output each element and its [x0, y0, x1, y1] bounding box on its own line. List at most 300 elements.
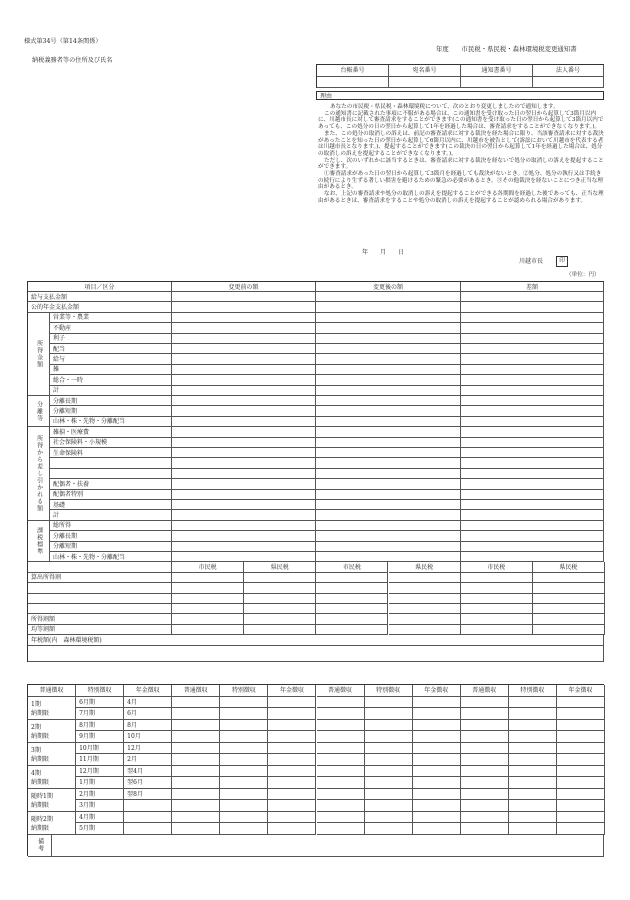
row-label: 給与支払金額: [28, 292, 172, 302]
deduction-item: 生命保険料: [50, 448, 172, 458]
schedule-amount: [413, 777, 461, 789]
after-value: [316, 479, 461, 489]
before-value: [172, 552, 316, 562]
special-collection-month: 5月期: [76, 823, 124, 835]
income-group-label: [28, 313, 50, 396]
diff-value: [461, 531, 604, 541]
schedule-amount: [461, 789, 509, 801]
schedule-column-header: 普通徴収: [172, 685, 220, 697]
tax-value: [533, 625, 605, 635]
diff-value: [461, 375, 604, 385]
schedule-amount: [413, 766, 461, 778]
diff-value: [461, 365, 604, 375]
before-value: [172, 531, 316, 541]
income-item: 配当: [50, 344, 172, 354]
schedule-amount: [461, 720, 509, 732]
special-collection-month: 9月期: [76, 731, 124, 743]
before-value: [172, 500, 316, 510]
special-collection-month: 12月期: [76, 766, 124, 778]
corporate-number-header: 法人番号: [533, 65, 604, 77]
income-item: 計: [50, 386, 172, 396]
before-value: [172, 292, 316, 302]
schedule-amount: [461, 823, 509, 835]
schedule-column-header: 年金徴収: [413, 685, 461, 697]
schedule-amount: [317, 789, 365, 801]
payment-schedule-table: [27, 684, 604, 856]
after-value: [316, 386, 461, 396]
tax-value: [461, 573, 533, 583]
schedule-amount: [509, 823, 557, 835]
after-value: [316, 521, 461, 531]
pension-collection-month: [124, 823, 172, 835]
schedule-amount: [365, 720, 413, 732]
separate-group-label-text: 分離等: [35, 400, 43, 422]
tax-value: [461, 614, 533, 624]
diff-value: [461, 469, 604, 479]
tax-value: [172, 573, 244, 583]
schedule-amount: [557, 777, 605, 789]
diff-value: [461, 458, 604, 468]
before-value: [172, 354, 316, 364]
after-value: [316, 417, 461, 427]
diff-value: [461, 510, 604, 520]
schedule-amount: [365, 777, 413, 789]
before-value: [172, 302, 316, 312]
installment-period-label: 随時2期 納期限: [28, 812, 76, 835]
notice-paragraph: また、この処分の取消しの訴えは、前記の審査請求に対する裁決を経た場合に限り、当該審査請求に対する裁決があったことを知った日の翌日から起算して6箇月以内に、川越市を被告として(訴訟において川越市を代表する者は川越市長となります。)、提起することができます(この裁決の日の翌日から起算して1年を経過した場合は、処分の取消しの訴えを提起することができなくなります。)。: [318, 130, 604, 157]
schedule-column-header: 普通徴収: [28, 685, 76, 697]
diff-value: [461, 448, 604, 458]
diff-value: [461, 292, 604, 302]
date-line: 年 月 日: [362, 249, 405, 256]
schedule-amount: [317, 743, 365, 755]
schedule-amount: [413, 708, 461, 720]
after-value: [316, 323, 461, 333]
notice-number-value: [461, 77, 533, 88]
schedule-amount: [220, 754, 268, 766]
after-value: [316, 510, 461, 520]
schedule-amount: [413, 743, 461, 755]
tax-value: [389, 573, 461, 583]
tax-value: [389, 594, 461, 604]
tax-value: [172, 625, 244, 635]
schedule-amount: [268, 731, 316, 743]
schedule-amount: [461, 812, 509, 824]
schedule-amount: [557, 766, 605, 778]
schedule-amount: [317, 812, 365, 824]
schedule-amount: [365, 766, 413, 778]
standard-group-label: [28, 521, 50, 563]
schedule-amount: [172, 789, 220, 801]
pension-collection-month: 12月: [124, 743, 172, 755]
standard-group-label-text: 課税標準: [35, 527, 43, 556]
schedule-amount: [557, 754, 605, 766]
schedule-amount: [268, 812, 316, 824]
after-header: 変更後の額: [316, 282, 461, 292]
deduction-item: 社会保険料・小規模: [50, 438, 172, 448]
tax-column-header: 市民税: [316, 562, 388, 572]
schedule-amount: [509, 743, 557, 755]
standard-item: 総所得: [50, 521, 172, 531]
tax-row-label: [28, 604, 172, 614]
deduction-group-label-text: 所得から差し引かれる額: [35, 434, 43, 512]
tax-value: [244, 583, 316, 593]
after-value: [316, 427, 461, 437]
schedule-amount: [317, 777, 365, 789]
before-value: [172, 417, 316, 427]
schedule-column-header: 普通徴収: [461, 685, 509, 697]
addressee-label: 納税義務者等の住所及び氏名: [32, 57, 113, 64]
after-value: [316, 531, 461, 541]
schedule-amount: [509, 777, 557, 789]
diff-value: [461, 490, 604, 500]
after-value: [316, 552, 461, 562]
schedule-amount: [557, 812, 605, 824]
issuer-name: 川越市長: [519, 258, 544, 265]
tax-header-blank: [28, 562, 172, 572]
remarks-value: [52, 835, 604, 857]
document-title: 年度 市民税・県民税・森林環境税変更通知書: [436, 45, 577, 53]
schedule-column-header: 特別徴収: [365, 685, 413, 697]
amounts-table: [27, 281, 604, 662]
pension-collection-month: 6月: [124, 708, 172, 720]
special-collection-month: 6月期: [76, 697, 124, 709]
before-value: [172, 375, 316, 385]
tax-row-label: [28, 594, 172, 604]
diff-value: [461, 396, 604, 406]
income-item: 総合・一時: [50, 375, 172, 385]
diff-value: [461, 500, 604, 510]
tax-value: [316, 594, 388, 604]
tax-column-header: 市民税: [461, 562, 533, 572]
tax-column-header: 市民税: [172, 562, 244, 572]
schedule-amount: [509, 800, 557, 812]
schedule-amount: [461, 800, 509, 812]
pension-collection-month: 10月: [124, 731, 172, 743]
schedule-amount: [268, 743, 316, 755]
schedule-amount: [557, 731, 605, 743]
diff-value: [461, 302, 604, 312]
schedule-column-header: 特別徴収: [509, 685, 557, 697]
schedule-amount: [509, 731, 557, 743]
schedule-amount: [172, 800, 220, 812]
schedule-amount: [365, 731, 413, 743]
schedule-amount: [365, 708, 413, 720]
schedule-amount: [268, 697, 316, 709]
tax-value: [389, 625, 461, 635]
diff-value: [461, 479, 604, 489]
schedule-amount: [317, 697, 365, 709]
tax-column-header: 県民税: [389, 562, 461, 572]
deduction-item: 計: [50, 510, 172, 520]
schedule-amount: [268, 777, 316, 789]
schedule-amount: [220, 777, 268, 789]
reason-box: [316, 91, 604, 100]
schedule-amount: [317, 708, 365, 720]
schedule-amount: [220, 800, 268, 812]
pension-collection-month: 翌8月: [124, 789, 172, 801]
schedule-amount: [509, 812, 557, 824]
income-group-label-text: 所得金額: [35, 339, 43, 368]
notice-paragraph: なお、上記の審査請求や処分の取消しの訴えを提起することができる各期間を経過した後であっても、正当な理由があるときは、審査請求をすることや処分の取消しの訴えを提起することが認められる場合があります。: [318, 191, 604, 204]
after-value: [316, 354, 461, 364]
schedule-amount: [461, 708, 509, 720]
before-value: [172, 323, 316, 333]
after-value: [316, 292, 461, 302]
schedule-amount: [172, 731, 220, 743]
before-header: 変更前の額: [172, 282, 316, 292]
schedule-amount: [365, 789, 413, 801]
before-value: [172, 427, 316, 437]
schedule-column-header: 年金徴収: [557, 685, 605, 697]
after-value: [316, 313, 461, 323]
tax-value: [389, 583, 461, 593]
tax-value: [389, 614, 461, 624]
schedule-amount: [172, 777, 220, 789]
schedule-amount: [317, 800, 365, 812]
schedule-amount: [413, 789, 461, 801]
schedule-amount: [268, 766, 316, 778]
pension-collection-month: [124, 812, 172, 824]
before-value: [172, 521, 316, 531]
deduction-item: 基礎: [50, 500, 172, 510]
before-value: [172, 542, 316, 552]
pension-collection-month: 2月: [124, 754, 172, 766]
income-item: 給与: [50, 354, 172, 364]
schedule-amount: [268, 823, 316, 835]
schedule-amount: [172, 766, 220, 778]
notice-paragraph: ①審査請求があった日の翌日から起算して3箇月を経過しても裁決がないとき。②処分、処分の執行又は手続きの続行により生ずる著しい損害を避けるための緊急の必要があるとき。③その他裁決を経ないことにつき正当な理由があるとき。: [318, 171, 603, 191]
schedule-amount: [413, 823, 461, 835]
diff-value: [461, 323, 604, 333]
tax-value: [244, 594, 316, 604]
special-collection-month: 3月期: [76, 800, 124, 812]
before-value: [172, 386, 316, 396]
special-collection-month: 8月期: [76, 720, 124, 732]
separate-item: 分離短期: [50, 406, 172, 416]
legal-notice: [318, 104, 604, 205]
pension-collection-month: 翌6月: [124, 777, 172, 789]
before-value: [172, 448, 316, 458]
diff-value: [461, 542, 604, 552]
schedule-amount: [557, 743, 605, 755]
diff-value: [461, 521, 604, 531]
schedule-amount: [220, 766, 268, 778]
schedule-amount: [172, 697, 220, 709]
schedule-amount: [268, 789, 316, 801]
notice-paragraph: この通知書に記載された事項に不服がある場合は、この通知書を受け取った日の翌日から起算して3箇月以内に、川越市長に対して審査請求をすることができます(この通知書を受け取った日の翌日から起算して3箇月以内であっても、この処分の日の翌日から起算して1年を経過した場合は、審査請求をすることができなくなります。)。: [318, 110, 604, 131]
after-value: [316, 365, 461, 375]
after-value: [316, 375, 461, 385]
schedule-amount: [220, 789, 268, 801]
deduction-item: [50, 469, 172, 479]
addressee-number-header: 宛名番号: [389, 65, 461, 77]
schedule-amount: [461, 743, 509, 755]
after-value: [316, 500, 461, 510]
standard-item: 分離長期: [50, 531, 172, 541]
after-value: [316, 469, 461, 479]
special-collection-month: 10月期: [76, 743, 124, 755]
ledger-number-value: [317, 77, 389, 88]
installment-period-label: 3期 納期限: [28, 743, 76, 766]
before-value: [172, 479, 316, 489]
schedule-column-header: 特別徴収: [76, 685, 124, 697]
special-collection-month: 11月期: [76, 754, 124, 766]
after-value: [316, 344, 461, 354]
schedule-amount: [268, 708, 316, 720]
schedule-amount: [220, 708, 268, 720]
schedule-amount: [557, 800, 605, 812]
after-value: [316, 396, 461, 406]
tax-value: [461, 625, 533, 635]
pension-collection-month: 4月: [124, 697, 172, 709]
tax-row-label: 均等割額: [28, 625, 172, 635]
before-value: [172, 438, 316, 448]
notice-paragraph: あなたの市民税・県民税・森林環境税について、次のとおり変更しましたので通知します。: [330, 104, 559, 110]
id-number-table: [316, 64, 604, 88]
schedule-amount: [557, 697, 605, 709]
schedule-column-header: 年金徴収: [124, 685, 172, 697]
before-value: [172, 458, 316, 468]
item-header: 項目／区分: [28, 282, 172, 292]
special-collection-month: 2月期: [76, 789, 124, 801]
tax-value: [316, 625, 388, 635]
installment-period-label: 2期 納期限: [28, 720, 76, 743]
separate-item: 分離長期: [50, 396, 172, 406]
schedule-amount: [172, 812, 220, 824]
after-value: [316, 438, 461, 448]
schedule-amount: [172, 708, 220, 720]
reason-label: 理由: [320, 93, 333, 100]
schedule-amount: [509, 720, 557, 732]
tax-value: [533, 604, 605, 614]
schedule-amount: [317, 766, 365, 778]
schedule-amount: [557, 823, 605, 835]
deduction-item: 配偶者特別: [50, 490, 172, 500]
income-item: 営業等・農業: [50, 313, 172, 323]
schedule-amount: [509, 766, 557, 778]
standard-item: 分離短期: [50, 542, 172, 552]
after-value: [316, 302, 461, 312]
tax-row-label: 所得割額: [28, 614, 172, 624]
schedule-amount: [172, 743, 220, 755]
schedule-amount: [509, 708, 557, 720]
tax-value: [244, 625, 316, 635]
notice-number-header: 通知書番号: [461, 65, 533, 77]
schedule-amount: [413, 800, 461, 812]
schedule-amount: [557, 789, 605, 801]
income-item: 不動産: [50, 323, 172, 333]
separate-group-label: [28, 396, 50, 427]
installment-period-label: 4期 納期限: [28, 766, 76, 789]
after-value: [316, 490, 461, 500]
before-value: [172, 490, 316, 500]
tax-value: [172, 583, 244, 593]
installment-period-label: 随時1期 納期限: [28, 789, 76, 812]
schedule-amount: [509, 789, 557, 801]
special-collection-month: 4月期: [76, 812, 124, 824]
schedule-amount: [268, 754, 316, 766]
schedule-amount: [220, 812, 268, 824]
corporate-number-value: [533, 77, 604, 88]
tax-value: [244, 614, 316, 624]
diff-header: 差額: [461, 282, 604, 292]
deduction-group-label: [28, 427, 50, 521]
special-collection-month: 1月期: [76, 777, 124, 789]
schedule-amount: [461, 777, 509, 789]
tax-value: [316, 573, 388, 583]
tax-value: [244, 573, 316, 583]
diff-value: [461, 386, 604, 396]
diff-value: [461, 354, 604, 364]
schedule-amount: [413, 754, 461, 766]
tax-value: [316, 583, 388, 593]
after-value: [316, 542, 461, 552]
schedule-amount: [268, 720, 316, 732]
schedule-amount: [220, 823, 268, 835]
tax-value: [533, 583, 605, 593]
tax-value: [461, 604, 533, 614]
before-value: [172, 313, 316, 323]
remarks-label-text: 備考: [36, 838, 44, 852]
diff-value: [461, 344, 604, 354]
diff-value: [461, 406, 604, 416]
schedule-amount: [365, 697, 413, 709]
tax-row-label: 算出所得割: [28, 573, 172, 583]
after-value: [316, 406, 461, 416]
before-value: [172, 334, 316, 344]
schedule-amount: [172, 823, 220, 835]
tax-value: [461, 583, 533, 593]
annual-tax-label: 年税額(内 森林環境税額): [28, 635, 604, 645]
schedule-amount: [365, 812, 413, 824]
tax-value: [316, 604, 388, 614]
before-value: [172, 469, 316, 479]
tax-value: [244, 604, 316, 614]
before-value: [172, 510, 316, 520]
income-item: 利子: [50, 334, 172, 344]
schedule-column-header: 普通徴収: [317, 685, 365, 697]
row-label: 公的年金支払金額: [28, 302, 172, 312]
schedule-amount: [220, 731, 268, 743]
tax-value: [533, 594, 605, 604]
schedule-amount: [461, 754, 509, 766]
schedule-amount: [509, 697, 557, 709]
deduction-item: [50, 458, 172, 468]
tax-value: [533, 573, 605, 583]
form-number: 様式第34号（第14条関係）: [24, 38, 102, 45]
schedule-column-header: 特別徴収: [220, 685, 268, 697]
tax-value: [316, 614, 388, 624]
diff-value: [461, 313, 604, 323]
notice-paragraph: ただし、次のいずれかに該当するときは、審査請求に対する裁決を経ないで処分の取消しの訴えを提起することができます。: [318, 157, 604, 171]
schedule-amount: [317, 823, 365, 835]
schedule-amount: [220, 720, 268, 732]
ledger-number-header: 台帳番号: [317, 65, 389, 77]
special-collection-month: 7月期: [76, 708, 124, 720]
before-value: [172, 365, 316, 375]
after-value: [316, 458, 461, 468]
tax-column-header: 県民税: [533, 562, 605, 572]
diff-value: [461, 552, 604, 562]
schedule-column-header: 年金徴収: [268, 685, 316, 697]
tax-value: [389, 604, 461, 614]
schedule-amount: [365, 743, 413, 755]
pension-collection-month: [124, 800, 172, 812]
deduction-item: 雑損・医療費: [50, 427, 172, 437]
tax-row-label: [28, 583, 172, 593]
after-value: [316, 448, 461, 458]
